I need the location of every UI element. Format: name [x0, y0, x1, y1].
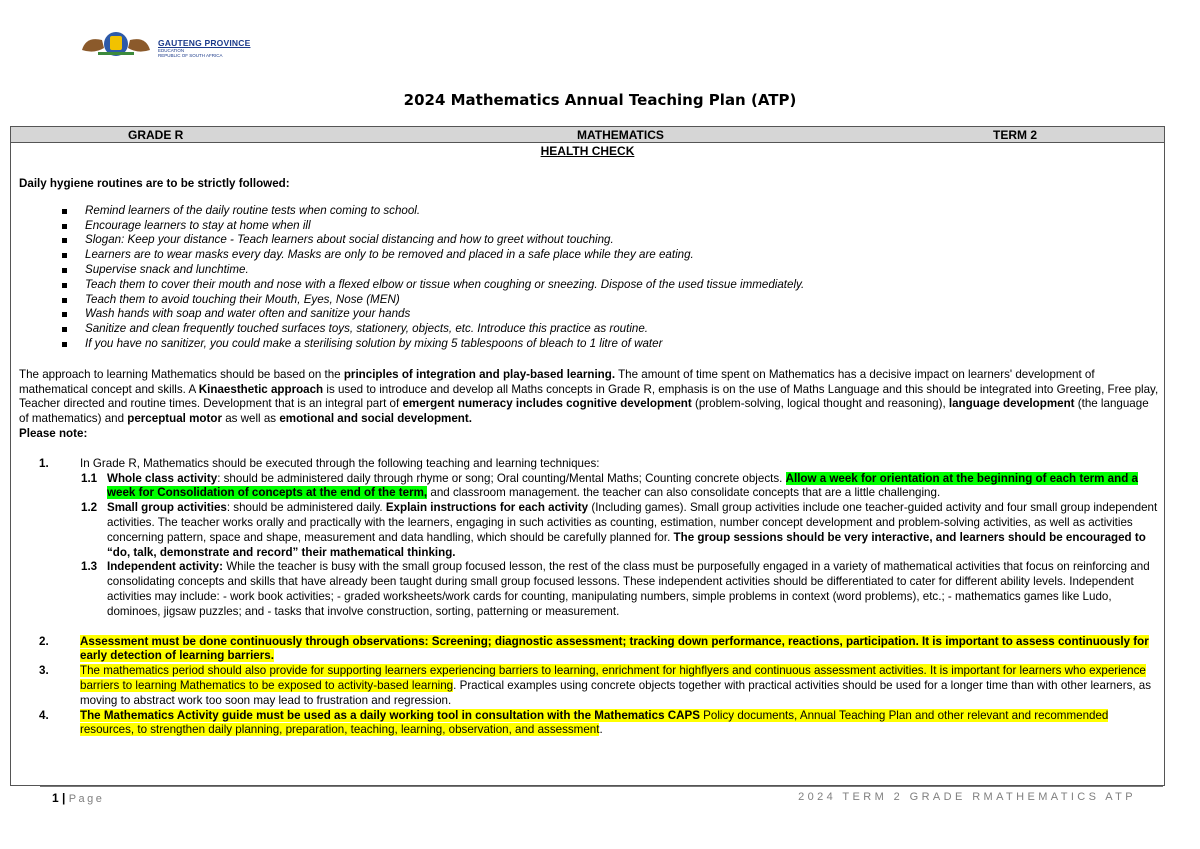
- sub-item-1-1: 1.1 Whole class activity: should be administered daily through rhyme or song; Oral counting/Mental Maths; Counting concrete objects. Allow a week for orientation at the beginning of each term and a week for Consolidation of concepts at the end of the term, and classroom management. the teacher can also consolidate concepts that are a little challenging.: [81, 471, 1138, 500]
- health-check-heading: HEALTH CHECK: [540, 144, 635, 158]
- sub-item-1-3: 1.3 Independent activity: While the teacher is busy with the small group focused lesson, the rest of the class must be purposefully engaged in a variety of mathematical activities that focus on reinforcing and consolidating concepts and skills that have already been taught during small group focused lessons. These independent activities should be differentiated to cater for different ability levels. Independent activities may include: - work book activities; - graded worksheets/work cards for counting, manipulating numbers, simple problems in context (word problems), etc.; - mathematics games like Ludo, dominoes, jigsaw puzzles; and - tasks that involve construction, sorting, patterning or measurement.: [81, 560, 1150, 618]
- list-item: Supervise snack and lunchtime.: [85, 263, 1159, 278]
- yellow-highlight: The mathematics period should also provide for supporting learners experiencing barriers to learning, enrichment for highflyers and continuous assessment activities. It is important for learners who experience barriers to learning Mathematics to be exposed to activity-based learning: [80, 664, 1146, 692]
- logo-line1: EDUCATION: [158, 48, 185, 53]
- numbered-item-3: 3. The mathematics period should also provide for supporting learners experiencing barriers to learning, enrichment for highflyers and continuous assessment activities. It is important for learners who experience barriers to learning Mathematics to be exposed to activity-based learning. Practical examples using concrete objects together with practical activities should be used for a longer time than with other learners, as moving to abstract work too soon may lead to frustration and regression.: [39, 664, 1152, 707]
- table-header-row: [11, 127, 1164, 143]
- list-item: If you have no sanitizer, you could make a sterilising solution by mixing 5 tablespoons of bleach to 1 litre of water: [85, 337, 1159, 352]
- list-item: Sanitize and clean frequently touched surfaces toys, stationery, objects, etc. Introduce this practice as routine.: [85, 322, 1159, 337]
- green-highlight: Allow a week for orientation at the beginning of each term and a week for Consolidation of concepts at the end of the term,: [107, 471, 1138, 500]
- gauteng-logo: [76, 30, 291, 58]
- numbered-item-2: 2. Assessment must be done continuously through observations: Screening; diagnostic assessment; tracking down performance, reactions, participation. It is important to assess continuously for early detection of learning barriers.: [39, 634, 1149, 663]
- list-item: Learners are to wear masks every day. Masks are only to be removed and placed in a safe place while they are eating.: [85, 248, 1159, 263]
- document-title: 2024 Mathematics Annual Teaching Plan (ATP): [403, 91, 797, 109]
- approach-paragraph: The approach to learning Mathematics should be based on the principles of integration and play-based learning. The amount of time spent on Mathematics has a decisive impact on learners' development of mathematical concept and skills. A Kinaesthetic approach is used to introduce and develop all Maths concepts in Grade R, emphasis is on the use of Maths Language and this should be integrated into Greeting, Free play, Teacher directed and routine times. Development that is an integral part of emergent numeracy includes cognitive development (problem-solving, logical thought and reasoning), language development (the language of mathematics) and perceptual motor as well as emotional and social development.: [19, 367, 1159, 426]
- list-item: Teach them to cover their mouth and nose with a flexed elbow or tissue when coughing or sneezing. Dispose of the used tissue immediately.: [85, 278, 1159, 293]
- hygiene-heading: Daily hygiene routines are to be strictly followed:: [19, 177, 290, 190]
- coat-of-arms-icon: [76, 30, 156, 58]
- list-item: Slogan: Keep your distance - Teach learners about social distancing and how to greet without touching.: [85, 233, 1159, 248]
- page-number: 1 | Page: [52, 791, 105, 805]
- grade-cell: GRADE R: [128, 128, 184, 142]
- logo-line2: REPUBLIC OF SOUTH AFRICA: [158, 53, 223, 58]
- subject-cell: MATHEMATICS: [577, 128, 664, 142]
- list-item: Wash hands with soap and water often and sanitize your hands: [85, 307, 1159, 322]
- term-cell: TERM 2: [993, 128, 1038, 142]
- list-item: Remind learners of the daily routine tests when coming to school.: [85, 204, 1159, 219]
- footer-title: 2024 TERM 2 GRADE RMATHEMATICS ATP: [798, 791, 1136, 803]
- list-item: Teach them to avoid touching their Mouth, Eyes, Nose (MEN): [85, 293, 1159, 308]
- sub-item-1-2: 1.2 Small group activities: should be administered daily. Explain instructions for each activity (Including games). Small group activities include one teacher-guided activity and four small group independent activities. The teacher works orally and practically with the learners, engaging in such activities as counting, estimation, number concept development and problem-solving activities, as well as activities concerning pattern, space and shape, measurement and data handling, which should be carefully planned for. The group sessions should be very interactive, and learners should be encouraged to “do, talk, demonstrate and record” their mathematical thinking.: [81, 501, 1158, 559]
- numbered-item-1: 1. In Grade R, Mathematics should be executed through the following teaching and learning techniques:: [39, 456, 600, 470]
- list-item: Encourage learners to stay at home when ill: [85, 219, 1159, 234]
- footer-divider: [40, 786, 1163, 787]
- yellow-highlight: Assessment must be done continuously through observations: Screening; diagnostic assessment; tracking down performance, reactions, participation. It is important to assess continuously for early detection of learning barriers.: [80, 634, 1149, 663]
- hygiene-list: [19, 204, 1159, 352]
- please-note: Please note:: [19, 426, 88, 440]
- table-content: [19, 177, 1159, 738]
- numbered-item-4: 4. The Mathematics Activity guide must be used as a daily working tool in consultation with the Mathematics CAPS Policy documents, Annual Teaching Plan and other relevant and recommended resources, to strengthen daily planning, preparation, teaching, learning, observation, and assessment.: [39, 708, 1109, 737]
- atp-table: [10, 126, 1165, 786]
- logo-title: GAUTENG PROVINCE: [158, 38, 251, 48]
